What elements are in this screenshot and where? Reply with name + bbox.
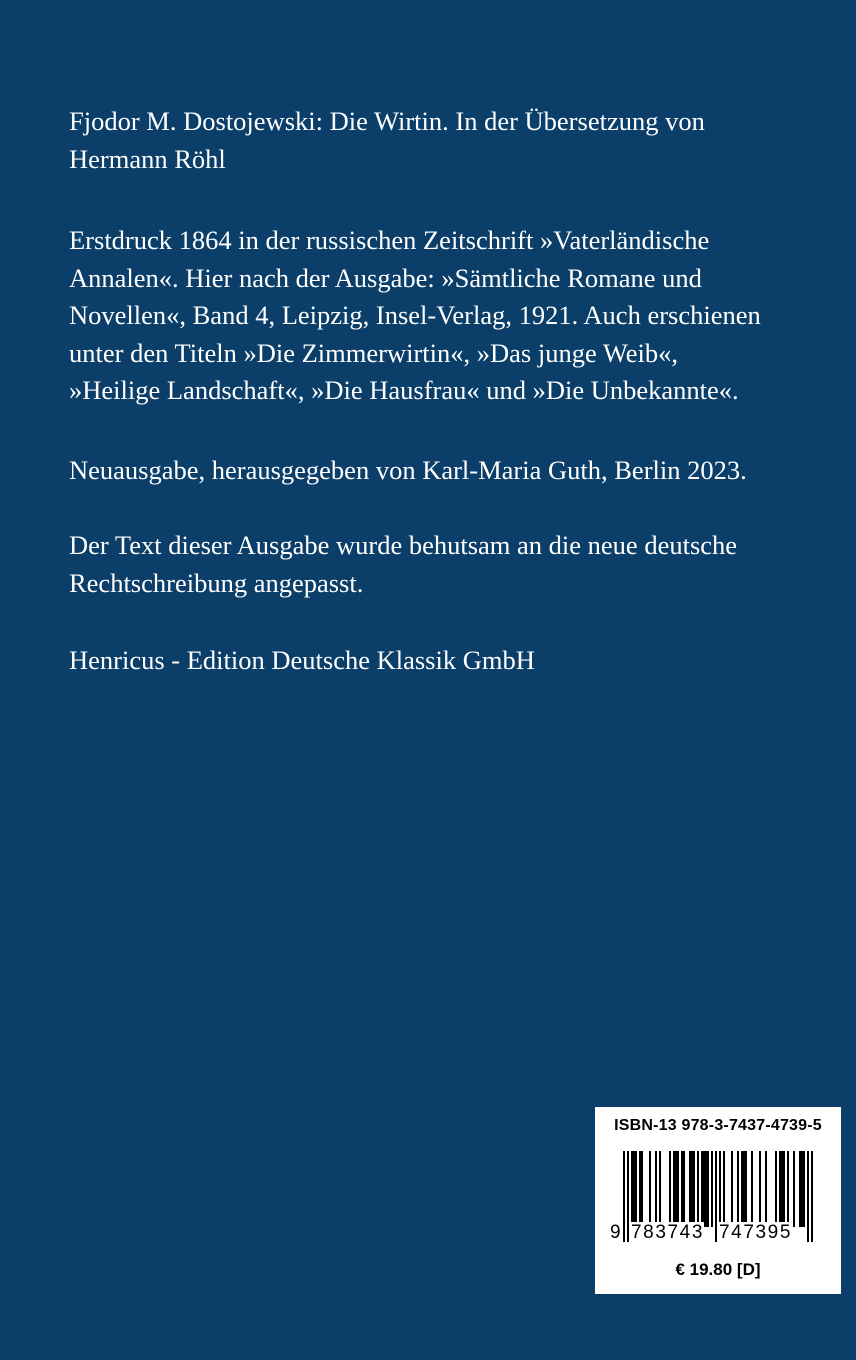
barcode-bar xyxy=(779,1151,781,1227)
barcode-guard-bar xyxy=(811,1151,813,1242)
barcode-bar xyxy=(681,1151,683,1227)
barcode-bar xyxy=(707,1151,709,1227)
barcode-digit-first: 9 xyxy=(610,1222,621,1243)
barcode-guard-bar xyxy=(627,1151,629,1242)
edition-line-1: Neuausgabe, herausgegeben von Karl-Maria Guth, Berlin 2023. xyxy=(69,455,747,485)
orthography-line-2: Rechtschreibung angepasst. xyxy=(69,567,364,598)
barcode-bar xyxy=(741,1151,743,1227)
barcode-bar xyxy=(683,1151,685,1227)
barcode-bar xyxy=(693,1151,695,1227)
first-print-paragraph xyxy=(69,222,809,410)
barcode-bar xyxy=(799,1151,801,1227)
title-paragraph xyxy=(69,103,809,178)
barcode-bar xyxy=(639,1151,641,1227)
barcode-box xyxy=(595,1107,841,1294)
barcode-bar xyxy=(649,1151,651,1227)
barcode-bar xyxy=(765,1151,767,1227)
barcode-bar xyxy=(711,1151,713,1227)
barcode-bar xyxy=(745,1151,747,1227)
first-print-line-5: »Heilige Landschaft«, »Die Hausfrau« und »Die Unbekannte«. xyxy=(69,375,739,406)
edition-paragraph xyxy=(69,452,809,490)
barcode-bar xyxy=(731,1151,733,1227)
barcode-bar xyxy=(635,1151,637,1227)
isbn-label: ISBN-13 978-3-7437-4739-5 xyxy=(614,1117,822,1134)
barcode-bar xyxy=(633,1151,635,1227)
barcode-guard-bar xyxy=(715,1151,717,1242)
barcode-bar xyxy=(751,1151,753,1227)
barcode-bar xyxy=(743,1151,745,1227)
publisher-paragraph xyxy=(69,642,809,680)
barcode-bar xyxy=(801,1151,803,1227)
orthography-paragraph xyxy=(69,527,809,602)
orthography-line-1: Der Text dieser Ausgabe wurde behutsam an die neue deutsche xyxy=(69,530,738,560)
barcode-bar xyxy=(659,1151,661,1227)
barcode-digits-left: 783743 xyxy=(631,1222,705,1243)
price-label: € 19.80 [D] xyxy=(675,1260,761,1279)
first-print-line-3: Novellen«, Band 4, Leipzig, Insel-Verlag, 1921. Auch erschienen xyxy=(69,300,761,331)
barcode-bar xyxy=(703,1151,705,1227)
barcode-bar xyxy=(775,1151,777,1227)
barcode-bar xyxy=(701,1151,703,1227)
barcode-bar xyxy=(803,1151,805,1227)
barcode-bar xyxy=(677,1151,679,1227)
publisher-line-1: Henricus - Edition Deutsche Klassik GmbH xyxy=(69,645,535,675)
barcode-bar xyxy=(641,1151,643,1227)
barcode-bar xyxy=(781,1151,783,1227)
barcode-bar xyxy=(631,1151,633,1227)
barcode-bar xyxy=(723,1151,725,1227)
barcode-bar xyxy=(697,1151,699,1227)
barcode-guard-bar xyxy=(807,1151,809,1242)
barcode-bar xyxy=(689,1151,691,1227)
barcode-bar xyxy=(655,1151,657,1227)
barcode-bar xyxy=(675,1151,677,1227)
barcode-bar xyxy=(737,1151,739,1227)
first-print-line-2: Annalen«. Hier nach der Ausgabe: »Sämtliche Romane und xyxy=(69,262,702,293)
barcode-bar xyxy=(691,1151,693,1227)
barcode-bar xyxy=(673,1151,675,1227)
barcode-bar xyxy=(793,1151,795,1227)
first-print-line-4: unter den Titeln »Die Zimmerwirtin«, »Das junge Weib«, xyxy=(69,337,679,368)
first-print-line-1: Erstdruck 1864 in der russischen Zeitschrift »Vaterländische xyxy=(69,225,710,255)
barcode-bar xyxy=(783,1151,785,1227)
barcode-digits-right: 747395 xyxy=(719,1222,793,1243)
barcode-bar xyxy=(787,1151,789,1227)
title-line-1: Fjodor M. Dostojewski: Die Wirtin. In der Übersetzung von xyxy=(69,106,705,136)
barcode-bar xyxy=(669,1151,671,1227)
barcode-bar xyxy=(759,1151,761,1227)
barcode-guard-bar xyxy=(623,1151,625,1242)
title-line-2: Hermann Röhl xyxy=(69,143,226,174)
barcode-bar xyxy=(705,1151,707,1227)
